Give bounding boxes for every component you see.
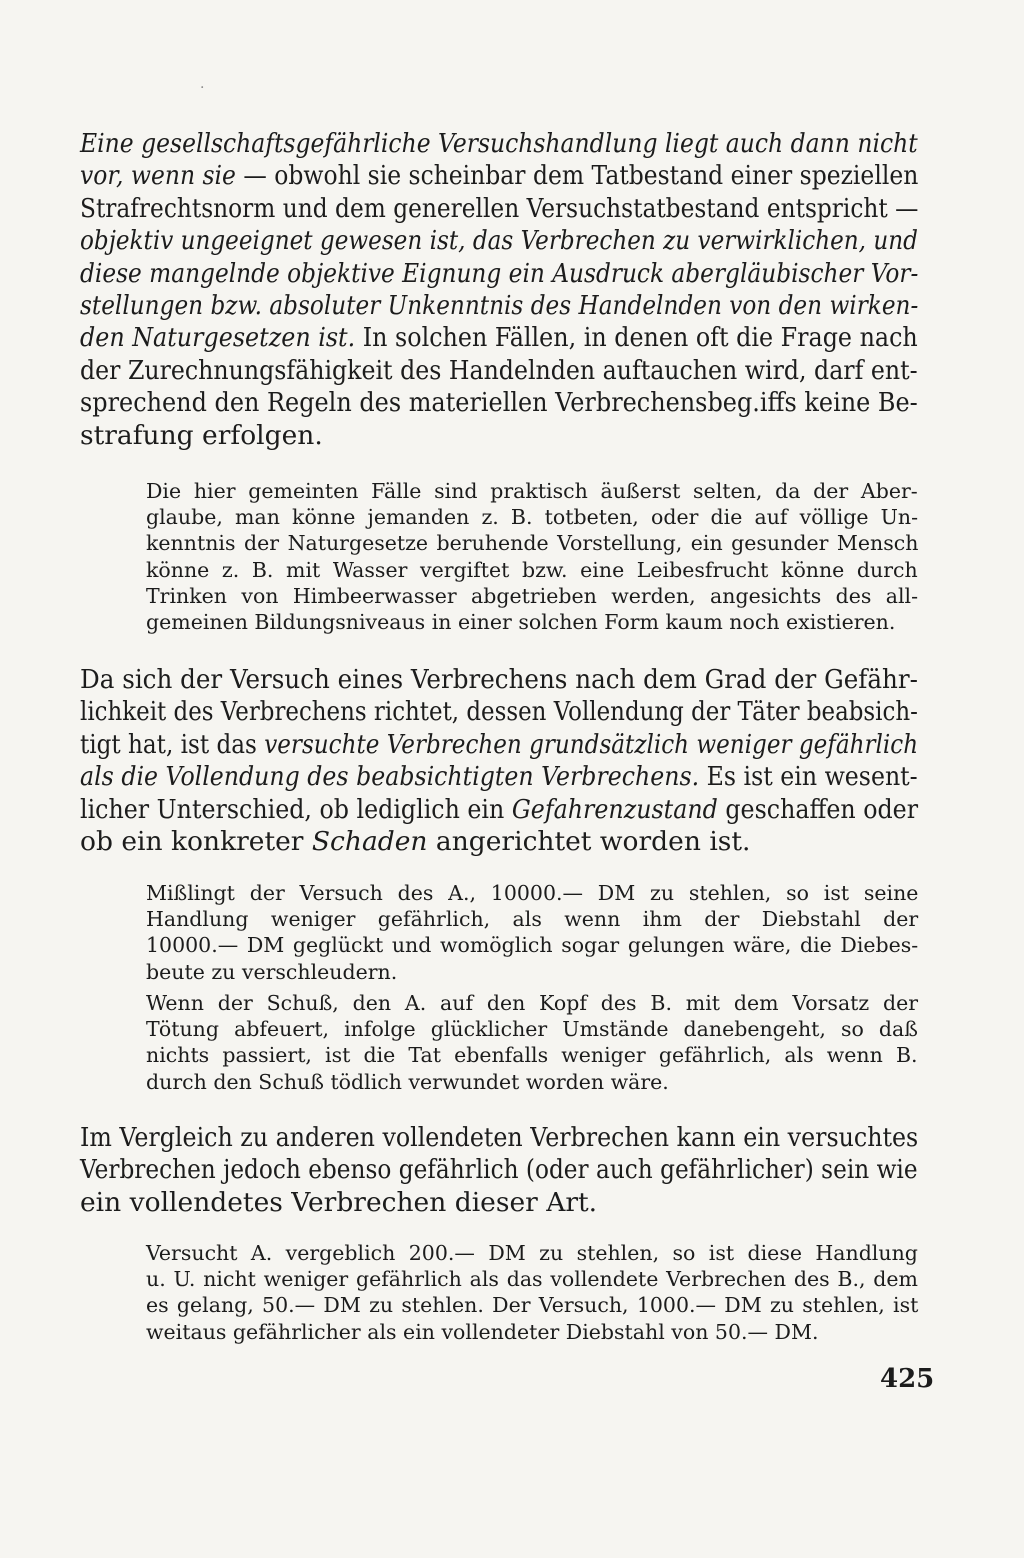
- text-line: u. U. nicht weniger gefährlich als das vollendete Verbrechen des B., dem: [146, 1267, 918, 1292]
- text-line: Trinken von Himbeerwasser abgetrieben werden, angesichts des all-: [146, 583, 918, 608]
- text-line: strafung erfolgen.: [80, 419, 323, 451]
- text-line: licher Unterschied, ob lediglich ein Gefahrenzustand geschaffen oder: [80, 793, 919, 825]
- text-line: Die hier gemeinten Fälle sind praktisch äußerst selten, da der Aber-: [146, 479, 918, 503]
- page-number: 425: [880, 1364, 935, 1394]
- text-line: sprechend den Regeln des materiellen Verbrechensbeg.iffs keine Be-: [80, 387, 918, 419]
- text-line: tigt hat, ist das versuchte Verbrechen grundsätzlich weniger gefährlich: [80, 728, 919, 760]
- note-superstition: [146, 478, 918, 635]
- text-line: gemeinen Bildungsniveaus in einer solchen Form kaum noch existieren.: [146, 610, 896, 635]
- paragraph-impossible-attempt: [80, 128, 918, 452]
- text-line: Tötung abfeuert, infolge glücklicher Umstände danebengeht, so daß: [146, 1017, 918, 1042]
- text-line: den Naturgesetzen ist. In solchen Fällen, in denen oft die Frage nach: [80, 322, 918, 354]
- text-line: objektiv ungeeignet gewesen ist, das Verbrechen zu verwirklichen, und: [80, 225, 918, 257]
- text-line: weitaus gefährlicher als ein vollendeter Diebstahl von 50.— DM.: [146, 1319, 819, 1344]
- text-line: Strafrechtsnorm und dem generellen Versuchstatbestand entspricht —: [80, 192, 919, 224]
- paragraph-attempt-danger: [80, 664, 918, 858]
- text-line: lichkeit des Verbrechens richtet, dessen Vollendung der Täter beabsich-: [80, 696, 918, 728]
- text-line: Verbrechen jedoch ebenso gefährlich (oder auch gefährlicher) sein wie: [80, 1154, 918, 1186]
- text-line: 10000.— DM geglückt und womöglich sogar gelungen wäre, die Diebes-: [146, 933, 919, 958]
- text-line: ob ein konkreter Schaden angerichtet worden ist.: [80, 826, 751, 858]
- text-line: stellungen bzw. absoluter Unkenntnis des Handelnden von den wirken-: [80, 290, 919, 322]
- text-line: als die Vollendung des beabsichtigten Verbrechens. Es ist ein wesent-: [80, 761, 918, 793]
- text-line: nichts passiert, ist die Tat ebenfalls weniger gefährlich, als wenn B.: [146, 1043, 918, 1068]
- text-line: durch den Schuß tödlich verwundet worden wäre.: [146, 1069, 669, 1094]
- note-shot-example: [146, 990, 918, 1095]
- text-line: könne z. B. mit Wasser vergiftet bzw. eine Leibesfrucht könne durch: [146, 557, 918, 582]
- text-line: Da sich der Versuch eines Verbrechens nach dem Grad der Gefähr-: [80, 664, 918, 695]
- text-line: ein vollendetes Verbrechen dieser Art.: [80, 1186, 598, 1218]
- text-line: glaube, man könne jemanden z. B. totbeten, oder die auf völlige Un-: [146, 505, 919, 530]
- text-line: kenntnis der Naturgesetze beruhende Vorstellung, ein gesunder Mensch: [146, 531, 919, 556]
- note-comparison-example: [146, 1240, 918, 1345]
- text-line: Versucht A. vergeblich 200.— DM zu stehlen, so ist diese Handlung: [146, 1241, 918, 1265]
- text-line: Eine gesellschaftsgefährliche Versuchshandlung liegt auch dann nicht: [80, 128, 918, 159]
- print-speck: ·: [200, 80, 205, 96]
- text-line: beute zu verschleudern.: [146, 959, 398, 984]
- text-line: Wenn der Schuß, den A. auf den Kopf des B. mit dem Vorsatz der: [146, 991, 919, 1015]
- text-line: es gelang, 50.— DM zu stehlen. Der Versuch, 1000.— DM zu stehlen, ist: [146, 1293, 919, 1318]
- paragraph-comparison: [80, 1122, 918, 1219]
- text-line: diese mangelnde objektive Eignung ein Ausdruck abergläubischer Vor-: [80, 257, 919, 289]
- text-line: Handlung weniger gefährlich, als wenn ihm der Diebstahl der: [146, 907, 919, 932]
- text-line: der Zurechnungsfähigkeit des Handelnden auftauchen wird, darf ent-: [80, 354, 918, 386]
- note-theft-example: [146, 880, 918, 985]
- text-line: vor, wenn sie — obwohl sie scheinbar dem Tatbestand einer speziellen: [80, 160, 919, 192]
- text-line: Im Vergleich zu anderen vollendeten Verbrechen kann ein versuchtes: [80, 1122, 919, 1153]
- text-line: Mißlingt der Versuch des A., 10000.— DM zu stehlen, so ist seine: [146, 881, 919, 905]
